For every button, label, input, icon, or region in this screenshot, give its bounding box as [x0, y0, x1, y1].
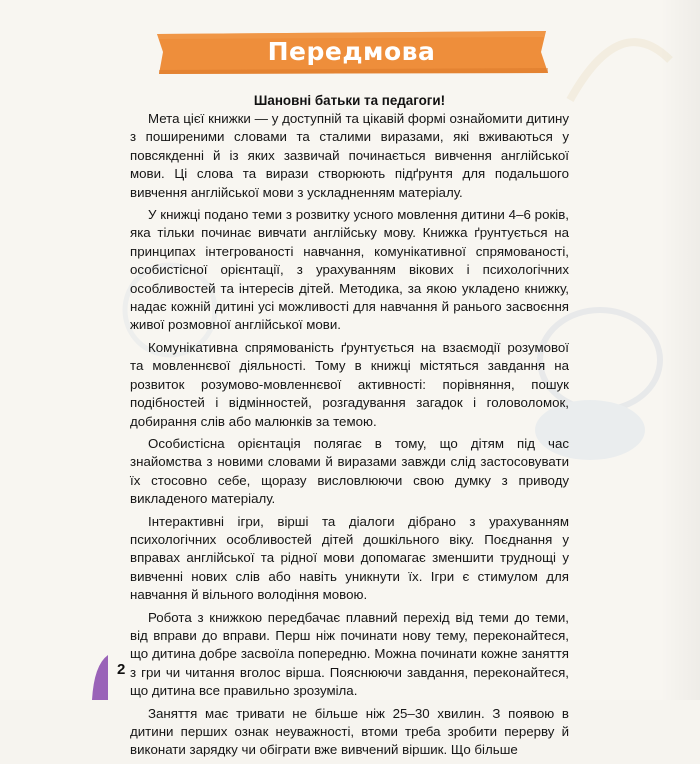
paragraph: Особистісна орієнтація полягає в тому, що дітям під час знайомства з новими словами й виразами завжди слід застосовувати їх стосовно себе, щоразу висловлюючи свою думку з приводу викладеного матеріалу. [130, 435, 569, 507]
paragraph: У книжці подано теми з розвитку усного мовлення дитини 4–6 років, яка тільки починає вивчати англійську мову. Книжка ґрунтується на принципах інтегрованості навчання, комунікативної спрямованості, особистісної орієнтації, з урахуванням вікових і психологічних особливостей та інтересів дітей. Методика, за якою укладено книжку, надає кожній дитині усі можливості для навчання й ранього засвоєння живої розмовної англійської мови. [130, 207, 569, 333]
paragraph: Інтерактивні ігри, вірші та діалоги дібрано з урахуванням психологічних особливостей дітей дошкільного віку. Поєднання у вправах англійської та рідної мови допомагає зменшити труднощі у вивченні нових слів або навіть уникнути їх. Ігри є стимулом для навчання й вільного володіння мовою. [130, 513, 569, 603]
show-through-illustration-top [560, 0, 680, 110]
preface-body [130, 110, 569, 764]
greeting-line: Шановні батьки та педагоги! [253, 93, 446, 108]
page-number: 2 [117, 661, 126, 678]
heading-banner [153, 28, 550, 76]
paragraph: Мета цієї книжки — у доступній та цікавій формі ознайомити дитину з поширеними словами та сталими виразами, які вживаються у повсякденні й із яких зазвичай починається вивчення англійської мови. Ці слова та вирази створюють підґрунтя для подальшого вивчення англійської мови з ускладненням матеріалу. [130, 111, 569, 200]
paragraph: Заняття має тривати не більше ніж 25–30 хвилин. З появою в дитини перших ознак неуважності, втоми треба зробити перерву й виконати зарядку чи обіграти вже вивчений віршик. Що більше [130, 705, 569, 758]
paragraph: Робота з книжкою передбачає плавний перехід від теми до теми, від вправи до вправи. Перш ніж починати нову тему, переконайтеся, що дитина добре засвоїла попередню. Можна починати кожне заняття з гри чи читання вголос вірша. Пояснюючи завдання, переконайтеся, що дитина все правильно зрозуміла. [130, 609, 569, 699]
page-heading: Передмова [267, 37, 436, 66]
paragraph: Комунікативна спрямованість ґрунтується на взаємодії розумової та мовленнєвої діяльності. Тому в книжці містяться завдання на розвиток розумово-мовленнєвої активності: порівняння, пошук подібностей і відмінностей, розгадування загадок і головоломок, добирання слів або малюнків за темою. [130, 339, 569, 429]
corner-accent-shape [92, 655, 108, 700]
